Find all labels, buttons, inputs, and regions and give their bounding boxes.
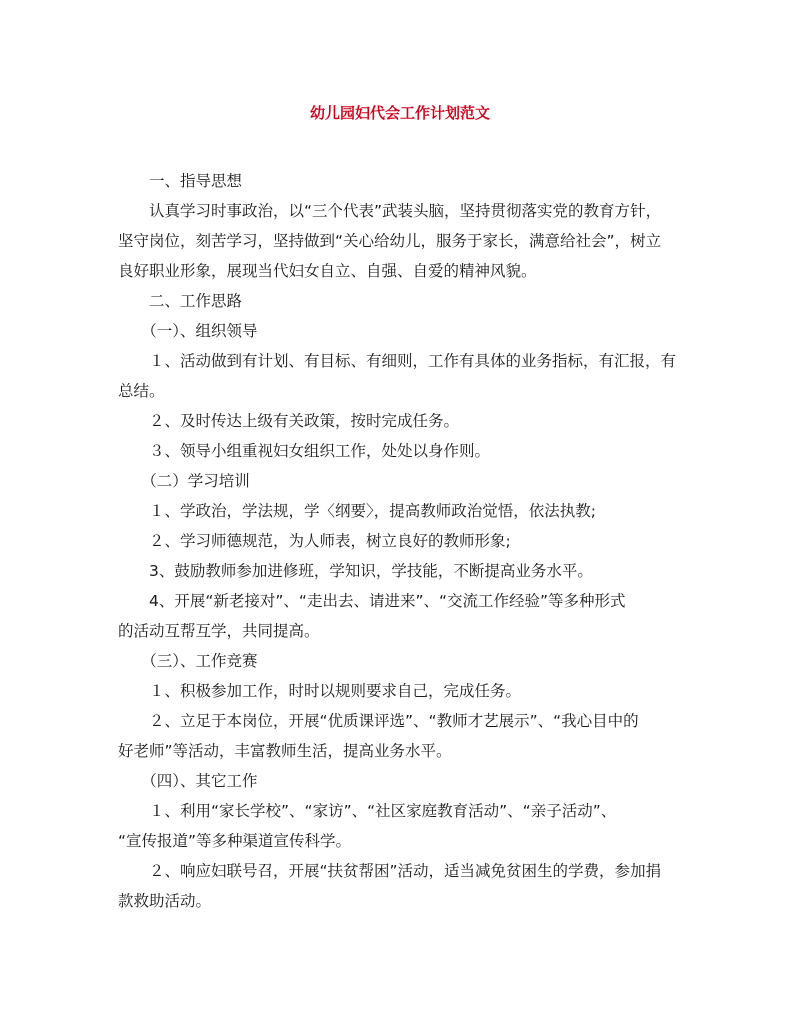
paragraph-line: 坚守岗位，刻苦学习，坚持做到“关心给幼儿，服务于家长，满意给社会”，树立 (118, 232, 662, 250)
paragraph-line: １、活动做到有计划、有目标、有细则，工作有具体的业务指标，有汇报，有 (118, 352, 677, 370)
subsection-heading: （二）学习培训 (118, 472, 250, 490)
subsection-heading: （四）、其它工作 (118, 772, 258, 790)
section-heading: 二、工作思路 (118, 292, 243, 310)
paragraph-line: 总结。 (118, 382, 165, 400)
paragraph-line: 款救助活动。 (118, 892, 212, 910)
paragraph-line: 认真学习时事政治，以“三个代表”武装头脑，坚持贯彻落实党的教育方针， (118, 202, 662, 220)
paragraph-line: “宣传报道”等多种渠道宣传科学。 (118, 832, 352, 850)
section-heading: 一、指导思想 (118, 172, 243, 190)
paragraph-line: ２、及时传达上级有关政策，按时完成任务。 (118, 412, 460, 430)
paragraph-line: 的活动互帮互学，共同提高。 (118, 622, 320, 640)
document-title: 幼儿园妇代会工作计划范文 (309, 104, 490, 122)
paragraph-line: ２、学习师德规范，为人师表，树立良好的教师形象; (118, 532, 511, 550)
paragraph-line: １、学政治，学法规，学〈纲要〉，提高教师政治觉悟，依法执教; (118, 502, 596, 520)
paragraph-line: 4、开展“新老接对”、“走出去、请进来”、“交流工作经验”等多种形式 (118, 592, 626, 610)
paragraph-line: １、利用“家长学校”、“家访”、“社区家庭教育活动”、“亲子活动”、 (118, 802, 617, 820)
paragraph-line: 好老师”等活动，丰富教师生活，提高业务水平。 (118, 742, 452, 760)
paragraph-line: ３、领导小组重视妇女组织工作，处处以身作则。 (118, 442, 491, 460)
paragraph-line: ２、立足于本岗位，开展“优质课评选”、“教师才艺展示”、“我心目中的 (118, 712, 639, 730)
paragraph-line: 3、鼓励教师参加进修班，学知识，学技能，不断提高业务水平。 (118, 562, 593, 580)
subsection-heading: （三）、工作竞赛 (118, 652, 258, 670)
paragraph-line: １、积极参加工作，时时以规则要求自己，完成任务。 (118, 682, 522, 700)
subsection-heading: （一）、组织领导 (118, 322, 258, 340)
paragraph-line: 良好职业形象，展现当代妇女自立、自强、自爱的精神风貌。 (118, 262, 537, 280)
paragraph-line: ２、响应妇联号召，开展“扶贫帮困”活动，适当减免贫困生的学费，参加捐 (118, 862, 662, 880)
